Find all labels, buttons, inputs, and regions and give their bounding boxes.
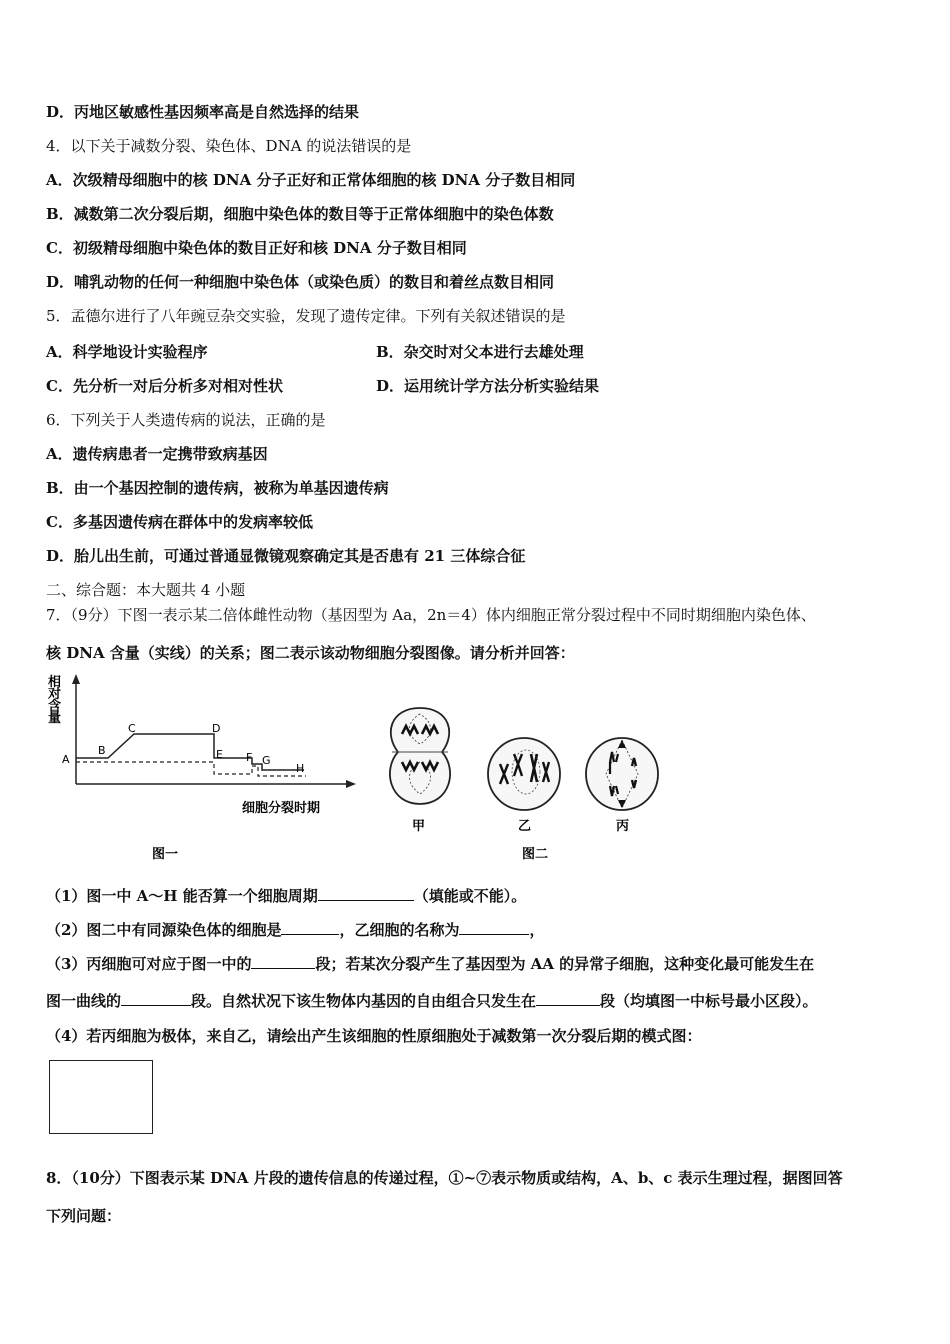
fig1-chromosome-line <box>76 762 306 776</box>
q7-part2-blank1[interactable] <box>281 920 339 935</box>
q7-part2-blank2[interactable] <box>459 920 529 935</box>
fig1-xlabel: 细胞分裂时期 <box>242 801 321 816</box>
q7-part3b-post: 段（均填图一中标号最小区段）。 <box>600 992 818 1010</box>
q7-part3 <box>46 954 814 974</box>
q6-option-b: B．由一个基因控制的遗传病，被称为单基因遗传病 <box>46 479 389 497</box>
q5-stem: 5．孟德尔进行了八年豌豆杂交实验，发现了遗传定律。下列有关叙述错误的是 <box>46 307 566 325</box>
cell-bing-label: 丙 <box>616 819 630 834</box>
cell-yi-label: 乙 <box>518 819 532 834</box>
fig1-label-g: G <box>262 754 271 767</box>
q7-part3b-mid: 段。自然状况下该生物体内基因的自由组合只发生在 <box>191 992 537 1010</box>
fig1-y-arrow <box>72 674 80 684</box>
q7-part1-blank[interactable] <box>318 886 414 901</box>
fig1-ylabel-1: 相 <box>48 675 62 690</box>
q4-option-d: D．哺乳动物的任何一种细胞中染色体（或染色质）的数目和着丝点数目相同 <box>46 273 555 291</box>
q4-option-c: C．初级精母细胞中染色体的数目正好和核 DNA 分子数目相同 <box>46 239 467 257</box>
q4-stem: 4．以下关于减数分裂、染色体、DNA 的说法错误的是 <box>46 137 412 155</box>
q7-stem-line1: 7．（9分）下图一表示某二倍体雌性动物（基因型为 Aa，2n＝4）体内细胞正常分裂过程中不同时期细胞内染色体、 <box>46 606 816 624</box>
cell-bing <box>586 738 658 810</box>
q7-part2-post: ， <box>529 921 545 939</box>
q7-part3b-blank1[interactable] <box>121 991 191 1006</box>
fig1-label-b: B <box>98 744 106 757</box>
fig1-ylabel-2: 对 <box>48 687 62 702</box>
cell-jia-label: 甲 <box>412 819 426 834</box>
q7-part1-post: （填能或不能）。 <box>413 887 527 905</box>
fig1-label-e: E <box>216 748 223 761</box>
q6-option-d: D．胎儿出生前，可通过普通显微镜观察确定其是否患有 21 三体综合征 <box>46 547 526 565</box>
cell-yi <box>488 738 560 810</box>
q8-stem-line2: 下列问题： <box>46 1207 122 1225</box>
q7-stem-line2: 核 DNA 含量（实线）的关系；图二表示该动物细胞分裂图像。请分析并回答： <box>46 644 575 662</box>
q3-option-d: D．丙地区敏感性基因频率高是自然选择的结果 <box>46 103 360 121</box>
fig1-ylabel-4: 量 <box>48 711 62 726</box>
fig1-ylabel-3: 含 <box>48 699 62 714</box>
fig1-label-c: C <box>128 722 136 735</box>
figure-one-graph <box>46 672 366 864</box>
q7-part2-pre: （2）图二中有同源染色体的细胞是 <box>46 921 282 939</box>
q7-part3b-blank2[interactable] <box>536 991 600 1006</box>
q5-option-b: B．杂交时对父本进行去雄处理 <box>376 343 584 361</box>
fig1-label-f: F <box>246 751 253 764</box>
q7-part3b-pre: 图一曲线的 <box>46 992 122 1010</box>
cell-jia <box>390 708 450 804</box>
figure-two-cells <box>378 700 718 866</box>
q7-part2 <box>46 920 544 940</box>
fig1-label-d: D <box>212 722 221 735</box>
q4-option-a: A．次级精母细胞中的核 DNA 分子正好和正常体细胞的核 DNA 分子数目相同 <box>46 171 576 189</box>
q5-option-c: C．先分析一对后分析多对相对性状 <box>46 377 283 395</box>
fig1-label-a: A <box>62 753 70 766</box>
q7-part3-blank1[interactable] <box>251 954 315 969</box>
q4-option-b: B．减数第二次分裂后期，细胞中染色体的数目等于正常体细胞中的染色体数 <box>46 205 554 223</box>
q7-part3b <box>46 991 818 1011</box>
q7-drawing-answer-box[interactable] <box>49 1060 153 1134</box>
section-two-heading: 二、综合题：本大题共 4 小题 <box>46 581 246 599</box>
q7-part1-pre: （1）图一中 A～H 能否算一个细胞周期 <box>46 887 318 905</box>
q6-stem: 6．下列关于人类遗传病的说法，正确的是 <box>46 411 326 429</box>
q7-part1 <box>46 886 526 906</box>
fig1-x-arrow <box>346 780 356 788</box>
fig1-label-h: H <box>296 762 305 775</box>
q5-option-a: A．科学地设计实验程序 <box>46 343 208 361</box>
q7-part4: （4）若丙细胞为极体，来自乙，请绘出产生该细胞的性原细胞处于减数第一次分裂后期的模式图： <box>46 1027 702 1045</box>
q7-part3-mid: 段；若某次分裂产生了基因型为 AA 的异常子细胞，这种变化最可能发生在 <box>315 955 815 973</box>
q7-part2-mid: ，乙细胞的名称为 <box>339 921 460 939</box>
fig2-caption: 图二 <box>522 847 549 862</box>
q8-stem-line1 <box>46 1168 843 1188</box>
q7-part3-pre: （3）丙细胞可对应于图一中的 <box>46 955 252 973</box>
q8-stem-text1: 8．（10分）下图表示某 DNA 片段的遗传信息的传递过程，①~⑦表示物质或结构，A、b、c 表示生理过程，据图回答 <box>46 1169 843 1187</box>
fig1-caption: 图一 <box>152 847 179 862</box>
q6-option-c: C．多基因遗传病在群体中的发病率较低 <box>46 513 313 531</box>
q5-option-d: D．运用统计学方法分析实验结果 <box>376 377 600 395</box>
q6-option-a: A．遗传病患者一定携带致病基因 <box>46 445 268 463</box>
